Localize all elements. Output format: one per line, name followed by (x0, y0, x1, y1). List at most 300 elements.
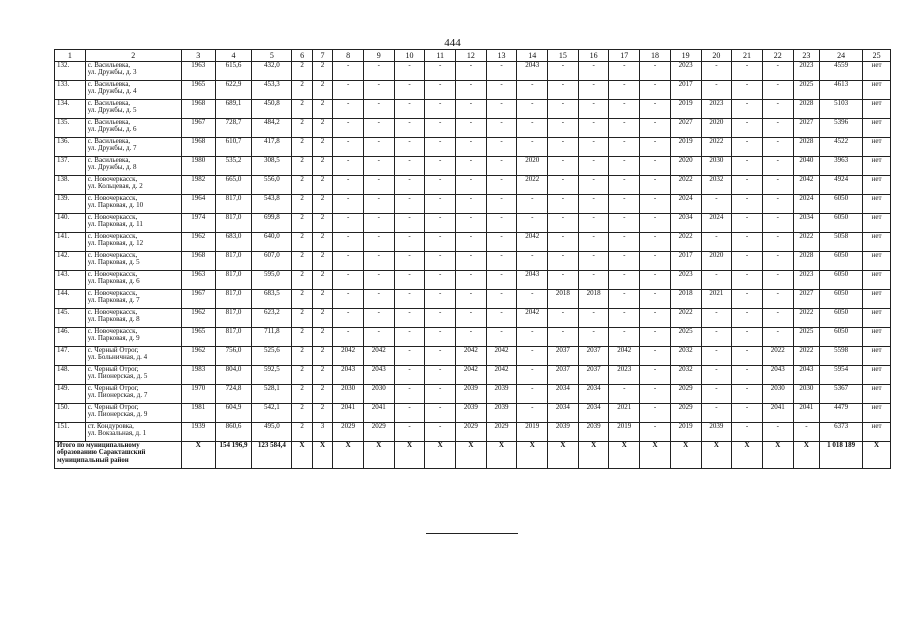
table-cell: 817,0 (215, 214, 252, 233)
table-cell: 1963 (181, 62, 215, 81)
table-cell: 2 (312, 176, 332, 195)
table-cell: - (456, 100, 487, 119)
column-number-header: 6 (292, 50, 312, 62)
table-cell: - (333, 62, 364, 81)
column-number-header: 25 (863, 50, 891, 62)
table-cell: нет (863, 290, 891, 309)
table-cell: 2 (312, 233, 332, 252)
table-cell: - (517, 252, 548, 271)
address-settlement: с. Васильевка, (87, 137, 131, 145)
table-cell: нет (863, 385, 891, 404)
table-cell: 2 (292, 328, 312, 347)
table-cell: 2023 (701, 100, 732, 119)
table-cell: - (701, 366, 732, 385)
table-cell: - (425, 423, 456, 442)
table-cell: нет (863, 233, 891, 252)
page-number: 444 (444, 37, 461, 49)
table-cell: 432,0 (252, 62, 292, 81)
table-cell: 623,2 (252, 309, 292, 328)
table-cell: - (333, 119, 364, 138)
table-cell: 1965 (181, 81, 215, 100)
table-cell: 817,0 (215, 271, 252, 290)
table-cell: 2029 (670, 385, 701, 404)
table-cell: 2022 (670, 309, 701, 328)
table-cell: - (762, 62, 793, 81)
table-cell: 2034 (578, 385, 609, 404)
address-cell (85, 176, 181, 195)
table-cell: - (762, 100, 793, 119)
table-cell: 2 (292, 62, 312, 81)
table-cell: 528,1 (252, 385, 292, 404)
table-row (55, 157, 891, 176)
table-cell: - (732, 138, 763, 157)
table-row (55, 81, 891, 100)
table-cell: 699,8 (252, 214, 292, 233)
table-cell: - (425, 81, 456, 100)
table-cell: 2042 (486, 347, 517, 366)
total-cell: X (517, 442, 548, 469)
total-cell: X (670, 442, 701, 469)
table-cell: - (578, 157, 609, 176)
address-settlement: с. Черный Отрог, (87, 346, 139, 354)
table-cell: - (333, 100, 364, 119)
table-cell: - (732, 347, 763, 366)
address-street: ул. Дружбы, д. 6 (87, 125, 137, 134)
table-cell: - (609, 176, 640, 195)
table-cell: - (333, 81, 364, 100)
table-cell: - (732, 309, 763, 328)
table-cell: - (701, 233, 732, 252)
table-cell: 2024 (701, 214, 732, 233)
table-cell: 2025 (670, 328, 701, 347)
table-cell: 2024 (793, 195, 820, 214)
table-cell: нет (863, 366, 891, 385)
table-cell: 2037 (548, 366, 579, 385)
table-cell: 2034 (548, 404, 579, 423)
total-row (55, 442, 891, 469)
table-cell: 2027 (670, 119, 701, 138)
row-number: 135. (55, 119, 86, 138)
table-cell: 2 (312, 119, 332, 138)
table-cell: - (701, 309, 732, 328)
table-cell: - (363, 195, 394, 214)
table-cell: 2 (312, 385, 332, 404)
table-cell: 2043 (517, 62, 548, 81)
table-cell: - (578, 233, 609, 252)
table-cell: 2022 (701, 138, 732, 157)
address-settlement: с. Новочеркасск, (87, 327, 138, 335)
table-cell: - (548, 119, 579, 138)
table-cell: нет (863, 347, 891, 366)
table-cell: 683,0 (215, 233, 252, 252)
table-cell: 2022 (793, 309, 820, 328)
table-cell: - (394, 404, 425, 423)
total-cell: 1 018 189 (820, 442, 863, 469)
total-cell: X (292, 442, 312, 469)
table-cell: - (363, 100, 394, 119)
table-cell: - (486, 119, 517, 138)
table-cell: - (425, 157, 456, 176)
table-cell: - (762, 195, 793, 214)
table-cell: - (548, 233, 579, 252)
table-cell: - (732, 328, 763, 347)
table-row (55, 138, 891, 157)
table-cell: - (517, 404, 548, 423)
address-settlement: с. Новочеркасск, (87, 308, 138, 316)
table-cell: - (701, 81, 732, 100)
table-cell: 1974 (181, 214, 215, 233)
table-cell: 2041 (333, 404, 364, 423)
table-cell: - (548, 100, 579, 119)
table-cell: 595,0 (252, 271, 292, 290)
table-cell: 6050 (820, 309, 863, 328)
table-cell: 2 (312, 404, 332, 423)
table-cell: - (609, 195, 640, 214)
table-cell: 5103 (820, 100, 863, 119)
table-cell: 615,6 (215, 62, 252, 81)
table-cell: 2 (312, 271, 332, 290)
column-number-header: 24 (820, 50, 863, 62)
column-number-header: 20 (701, 50, 732, 62)
table-cell: - (456, 195, 487, 214)
table-cell: 2 (312, 62, 332, 81)
table-cell: - (640, 100, 671, 119)
table-cell: 2027 (793, 290, 820, 309)
column-number-header: 22 (762, 50, 793, 62)
table-cell: 817,0 (215, 252, 252, 271)
table-cell: - (363, 81, 394, 100)
address-settlement: с. Черный Отрог, (87, 384, 139, 392)
table-cell: 1964 (181, 195, 215, 214)
address-settlement: с. Черный Отрог, (87, 365, 139, 373)
table-cell: 2 (292, 404, 312, 423)
table-cell: - (394, 157, 425, 176)
table-cell: 525,6 (252, 347, 292, 366)
table-cell: 1981 (181, 404, 215, 423)
table-cell: - (548, 157, 579, 176)
table-cell: - (701, 404, 732, 423)
table-cell: 604,9 (215, 404, 252, 423)
table-cell: - (456, 328, 487, 347)
table-cell: нет (863, 81, 891, 100)
table-cell: 2029 (333, 423, 364, 442)
table-cell: 542,1 (252, 404, 292, 423)
table-cell: 2022 (793, 347, 820, 366)
table-cell: 6050 (820, 271, 863, 290)
table-cell: 817,0 (215, 195, 252, 214)
table-cell: 2 (312, 138, 332, 157)
address-settlement: с. Васильевка, (87, 61, 131, 69)
table-cell: 2023 (793, 62, 820, 81)
total-cell: X (486, 442, 517, 469)
table-cell: 2042 (333, 347, 364, 366)
table-cell: 450,8 (252, 100, 292, 119)
table-cell: 860,6 (215, 423, 252, 442)
table-cell: - (732, 119, 763, 138)
table-cell: 2019 (670, 100, 701, 119)
table-cell: - (517, 138, 548, 157)
table-cell: 535,2 (215, 157, 252, 176)
table-cell: 2 (312, 214, 332, 233)
table-cell: - (732, 233, 763, 252)
table-cell: - (640, 385, 671, 404)
table-cell: - (333, 214, 364, 233)
table-cell: - (456, 176, 487, 195)
column-number-header: 17 (609, 50, 640, 62)
table-cell: 2 (292, 157, 312, 176)
table-row (55, 62, 891, 81)
table-cell: - (578, 62, 609, 81)
table-cell: 2032 (670, 366, 701, 385)
table-cell: - (363, 271, 394, 290)
table-cell: 817,0 (215, 328, 252, 347)
table-cell: 2019 (517, 423, 548, 442)
table-cell: 1962 (181, 347, 215, 366)
table-cell: - (425, 309, 456, 328)
address-cell (85, 309, 181, 328)
table-cell: 2043 (762, 366, 793, 385)
table-cell: - (762, 290, 793, 309)
total-cell: X (363, 442, 394, 469)
table-cell: нет (863, 100, 891, 119)
table-cell: 4522 (820, 138, 863, 157)
table-cell: 2041 (762, 404, 793, 423)
total-cell: X (548, 442, 579, 469)
table-cell: - (609, 252, 640, 271)
table-cell: - (333, 328, 364, 347)
table-cell: нет (863, 176, 891, 195)
row-number: 148. (55, 366, 86, 385)
table-cell: 2017 (670, 252, 701, 271)
table-cell: - (548, 81, 579, 100)
address-cell (85, 328, 181, 347)
row-number: 151. (55, 423, 86, 442)
table-cell: 1962 (181, 233, 215, 252)
table-cell: - (486, 157, 517, 176)
table-cell: 2023 (609, 366, 640, 385)
table-cell: 2017 (670, 81, 701, 100)
address-cell (85, 366, 181, 385)
table-cell: 2042 (456, 347, 487, 366)
table-cell: - (793, 423, 820, 442)
table-cell: - (732, 62, 763, 81)
total-cell: X (701, 442, 732, 469)
table-cell: - (486, 81, 517, 100)
address-street: ул. Больничная, д. 4 (87, 353, 148, 362)
table-cell: 2030 (701, 157, 732, 176)
table-cell: - (333, 290, 364, 309)
table-cell: 2020 (517, 157, 548, 176)
table-cell: - (363, 138, 394, 157)
table-cell: 2042 (793, 176, 820, 195)
closing-rule (426, 533, 518, 534)
table-cell: 2 (292, 138, 312, 157)
table-cell: - (732, 195, 763, 214)
table-cell: - (456, 157, 487, 176)
table-cell: - (640, 119, 671, 138)
table-cell: 2 (292, 214, 312, 233)
table-cell: нет (863, 138, 891, 157)
table-row (55, 366, 891, 385)
table-cell: 2 (312, 347, 332, 366)
table-cell: - (425, 214, 456, 233)
table-cell: - (486, 62, 517, 81)
table-cell: 2 (292, 195, 312, 214)
table-cell: 683,5 (252, 290, 292, 309)
table-cell: - (425, 100, 456, 119)
address-cell (85, 271, 181, 290)
table-cell: - (640, 176, 671, 195)
address-street: ул. Дружбы, д. 3 (87, 68, 137, 77)
table-cell: 2021 (609, 404, 640, 423)
table-cell: 2043 (363, 366, 394, 385)
address-street: ул. Парковая, д. 10 (87, 201, 144, 210)
table-cell: 417,8 (252, 138, 292, 157)
table-cell: 2039 (486, 404, 517, 423)
row-number: 145. (55, 309, 86, 328)
table-cell: - (732, 290, 763, 309)
total-cell: 123 584,4 (252, 442, 292, 469)
table-cell: - (486, 290, 517, 309)
address-cell (85, 119, 181, 138)
table-cell: 1968 (181, 138, 215, 157)
table-cell: - (394, 290, 425, 309)
address-cell (85, 423, 181, 442)
table-cell: 2020 (701, 252, 732, 271)
column-number-header: 4 (215, 50, 252, 62)
address-cell (85, 81, 181, 100)
address-settlement: с. Васильевка, (87, 118, 131, 126)
table-cell: 308,5 (252, 157, 292, 176)
table-cell: 804,0 (215, 366, 252, 385)
column-number-header: 12 (456, 50, 487, 62)
row-number: 142. (55, 252, 86, 271)
table-cell: - (363, 328, 394, 347)
table-cell: - (363, 252, 394, 271)
table-cell: 2 (292, 290, 312, 309)
column-number-header: 13 (486, 50, 517, 62)
total-cell: X (578, 442, 609, 469)
table-cell: 592,5 (252, 366, 292, 385)
housing-registry-table (54, 49, 891, 469)
table-cell: 2039 (701, 423, 732, 442)
address-street: ул. Пионерская, д. 5 (87, 372, 148, 381)
table-cell: нет (863, 404, 891, 423)
table-cell: - (333, 309, 364, 328)
table-cell: 2018 (548, 290, 579, 309)
table-cell: 817,0 (215, 290, 252, 309)
address-street: ул. Парковая, д. 8 (87, 315, 140, 324)
table-cell: 2034 (548, 385, 579, 404)
total-cell: X (333, 442, 364, 469)
table-cell: - (333, 176, 364, 195)
table-cell: - (425, 252, 456, 271)
table-cell: - (486, 328, 517, 347)
row-number: 146. (55, 328, 86, 347)
total-cell: X (181, 442, 215, 469)
table-cell: 4613 (820, 81, 863, 100)
address-cell (85, 195, 181, 214)
total-cell: 154 196,9 (215, 442, 252, 469)
table-cell: - (732, 214, 763, 233)
table-cell: - (486, 195, 517, 214)
total-cell: X (732, 442, 763, 469)
address-street: ул. Кольцевая, д. 2 (87, 182, 143, 191)
table-cell: нет (863, 271, 891, 290)
table-cell: - (425, 404, 456, 423)
column-number-header: 15 (548, 50, 579, 62)
table-cell: - (578, 309, 609, 328)
table-cell: нет (863, 328, 891, 347)
table-cell: - (609, 233, 640, 252)
table-cell: 2022 (670, 176, 701, 195)
table-cell: 5396 (820, 119, 863, 138)
table-cell: - (394, 119, 425, 138)
table-cell: 2029 (456, 423, 487, 442)
table-cell: 665,0 (215, 176, 252, 195)
table-cell: - (363, 214, 394, 233)
table-cell: - (732, 176, 763, 195)
address-cell (85, 62, 181, 81)
table-cell: 2 (312, 290, 332, 309)
row-number: 150. (55, 404, 86, 423)
address-street: ул. Парковая, д. 11 (87, 220, 143, 229)
row-number: 144. (55, 290, 86, 309)
table-cell: - (425, 233, 456, 252)
table-cell: - (425, 138, 456, 157)
table-cell: - (640, 138, 671, 157)
table-cell: - (333, 252, 364, 271)
table-cell: - (640, 347, 671, 366)
table-cell: - (578, 252, 609, 271)
table-cell: - (609, 157, 640, 176)
table-row (55, 328, 891, 347)
table-cell: 2042 (517, 233, 548, 252)
table-cell: 4479 (820, 404, 863, 423)
table-cell: 2 (312, 252, 332, 271)
table-cell: 1962 (181, 309, 215, 328)
table-cell: 6050 (820, 290, 863, 309)
table-cell: 2037 (578, 347, 609, 366)
table-cell: - (517, 119, 548, 138)
table-cell: 2034 (670, 214, 701, 233)
table-cell: - (762, 328, 793, 347)
table-cell: - (333, 233, 364, 252)
table-cell: - (548, 195, 579, 214)
table-cell: - (578, 100, 609, 119)
address-street: ул. Парковая, д. 6 (87, 277, 140, 286)
table-cell: - (609, 271, 640, 290)
table-cell: - (640, 290, 671, 309)
table-cell: 1939 (181, 423, 215, 442)
column-number-header: 16 (578, 50, 609, 62)
table-cell: 1982 (181, 176, 215, 195)
table-cell: - (456, 252, 487, 271)
table-cell: 2022 (793, 233, 820, 252)
table-cell: - (363, 176, 394, 195)
table-cell: 2019 (670, 138, 701, 157)
table-row (55, 309, 891, 328)
table-cell: 2019 (670, 423, 701, 442)
table-cell: - (517, 100, 548, 119)
table-cell: - (640, 214, 671, 233)
address-settlement: с. Новочеркасск, (87, 194, 138, 202)
table-cell: 2 (312, 328, 332, 347)
table-cell: - (363, 62, 394, 81)
table-cell: 610,7 (215, 138, 252, 157)
table-cell: 1980 (181, 157, 215, 176)
address-settlement: с. Васильевка, (87, 80, 131, 88)
